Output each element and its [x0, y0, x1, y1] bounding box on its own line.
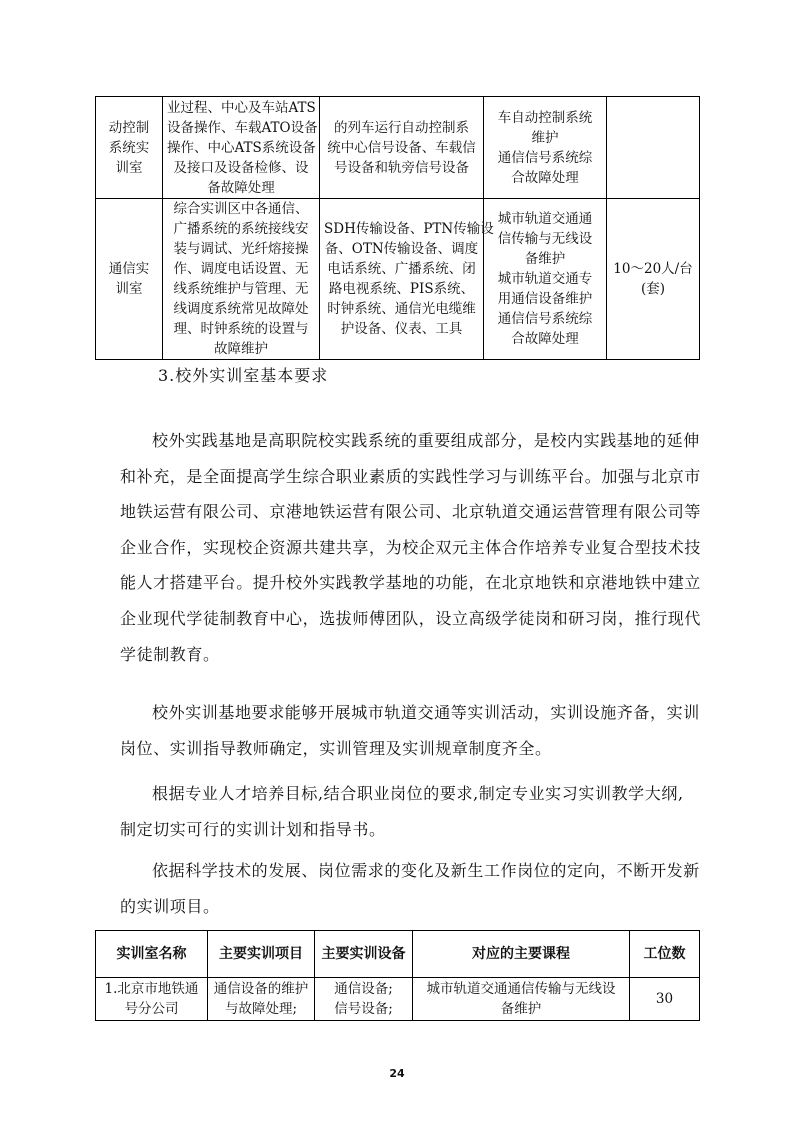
table-row	[96, 978, 700, 1021]
courses-cell	[413, 978, 630, 1021]
paragraph	[120, 853, 700, 924]
text-line: 线调度系统常见故障处	[173, 301, 309, 317]
capacity-cell	[607, 97, 700, 199]
text-line: 理、时钟系统的设置与	[173, 321, 309, 337]
training-items-cell	[163, 97, 320, 199]
text-line: 信号设备;	[334, 1001, 393, 1017]
text-line: 训室	[115, 281, 143, 297]
training-items-cell	[208, 978, 315, 1021]
room-name-cell	[96, 199, 163, 360]
text-line: 制定切实可行的实训计划和指导书。	[120, 819, 386, 839]
text-line: 备、OTN传输设备、调度	[324, 241, 479, 257]
room-name-cell	[96, 97, 163, 199]
text-line: 30	[655, 991, 674, 1007]
training-equipment-cell	[320, 199, 494, 360]
text-line: 学徒制教育。	[120, 644, 220, 664]
page-number: 24	[389, 1067, 405, 1080]
text-line: 统中心信号设备、车载信	[327, 139, 476, 156]
text-line: 合故障处理	[511, 169, 579, 186]
table-row	[96, 97, 700, 199]
text-line: 系统实	[108, 139, 150, 156]
text-line: 1.北京市地铁通	[104, 981, 199, 997]
offsite-training-base-table	[95, 930, 700, 1021]
text-line: 的列车运行自动控制系	[334, 119, 469, 136]
text-line: 号分公司	[124, 1001, 179, 1017]
text-line: 通信设备;	[334, 981, 393, 997]
table-header-row	[96, 931, 700, 978]
text-line: 作、调度电话设置、无	[173, 261, 309, 277]
training-room-table-continued	[95, 96, 700, 360]
text-line: (套)	[640, 281, 666, 297]
column-header: 主要实训项目	[208, 931, 315, 978]
text-line: 城市轨道交通通	[497, 211, 593, 227]
column-header: 工位数	[630, 931, 700, 978]
training-equipment-cell	[320, 97, 484, 199]
text-line: 通信实	[108, 261, 150, 277]
text-line: 信传输与无线设	[497, 231, 593, 247]
text-line: 和补充，是全面提高学生综合职业素质的实践性学习与训练平台。加强与北京市	[120, 466, 702, 486]
table-row	[96, 199, 700, 360]
section-heading: 3.校外实训室基本要求	[158, 366, 329, 385]
text-line: SDH传输设备、PTN传输设	[324, 221, 494, 237]
text-line: 企业合作，实现校企资源共建共享，为校企双元主体合作培养专业复合型技术技	[120, 537, 702, 557]
text-line: 广播系统的系统接线安	[173, 221, 309, 237]
text-line: 动控制	[108, 119, 150, 136]
text-line: 校外实践基地是高职院校实践系统的重要组成部分，是校内实践基地的延伸	[152, 431, 700, 450]
text-line: 备故障处理	[207, 179, 275, 196]
text-line: 综合实训区中各通信、	[173, 201, 309, 217]
text-line: 能人才搭建平台。提升校外实践教学基地的功能，在北京地铁和京港地铁中建立	[120, 573, 702, 593]
text-line: 备维护	[524, 251, 566, 267]
text-line: 备维护	[500, 1001, 542, 1017]
paragraph	[120, 423, 702, 672]
text-line: 故障维护	[214, 341, 268, 357]
training-equipment-cell	[315, 978, 413, 1021]
text-line: 维护	[531, 129, 559, 146]
text-line: 电话系统、广播系统、闭	[327, 261, 476, 277]
text-line: 根据专业人才培养目标,结合职业岗位的要求,制定专业实习实训教学大纲,	[152, 784, 684, 803]
text-line: 路电视系统、PIS系统、	[328, 281, 475, 297]
text-line: 号设备和轨旁信号设备	[334, 159, 469, 176]
text-line: 用通信设备维护	[497, 291, 593, 307]
text-line: 训室	[115, 159, 143, 176]
text-line: 通信设备的维护	[213, 981, 309, 997]
paragraph	[120, 776, 684, 847]
base-name-cell	[96, 978, 208, 1021]
text-line: 企业现代学徒制教育中心，选拔师傅团队，设立高级学徒岗和研习岗，推行现代	[120, 608, 702, 628]
text-line: 护设备、仪表、工具	[340, 321, 463, 337]
text-line: 装与调试、光纤熔接操	[173, 241, 309, 257]
text-line: 合故障处理	[511, 331, 579, 347]
text-line: 与故障处理;	[224, 1001, 298, 1017]
paragraph	[120, 695, 700, 766]
training-items-cell	[163, 199, 320, 360]
text-line: 10～20人/台	[613, 261, 693, 277]
text-line: 线系统维护与管理、无	[173, 281, 309, 297]
text-line: 通信信号系统综	[497, 311, 593, 327]
capacity-cell	[607, 199, 700, 360]
text-line: 校外实训基地要求能够开展城市轨道交通等实训活动，实训设施齐备，实训	[152, 703, 700, 722]
courses-cell	[484, 199, 607, 360]
text-line: 岗位、实训指导教师确定，实训管理及实训规章制度齐全。	[120, 738, 552, 758]
text-line: 地铁运营有限公司、京港地铁运营有限公司、北京轨道交通运营管理有限公司等	[120, 502, 702, 522]
column-header: 对应的主要课程	[413, 931, 630, 978]
text-line: 通信信号系统综	[497, 149, 593, 166]
text-line: 及接口及设备检修、设	[173, 159, 309, 176]
column-header: 实训室名称	[96, 931, 208, 978]
column-header: 主要实训设备	[315, 931, 413, 978]
capacity-cell	[630, 978, 700, 1021]
text-line: 业过程、中心及车站ATS	[167, 99, 316, 116]
text-line: 依据科学技术的发展、岗位需求的变化及新生工作岗位的定向，不断开发新	[152, 861, 700, 880]
text-line: 城市轨道交通专	[497, 271, 593, 287]
text-line: 操作、中心ATS系统设备	[167, 139, 316, 156]
text-line: 时钟系统、通信光电缆维	[327, 301, 476, 317]
courses-cell	[484, 97, 607, 199]
text-line: 的实训项目。	[120, 896, 220, 916]
text-line: 城市轨道交通通信传输与无线设	[426, 981, 616, 997]
text-line: 设备操作、车载ATO设备	[167, 119, 318, 136]
text-line: 车自动控制系统	[497, 109, 593, 126]
